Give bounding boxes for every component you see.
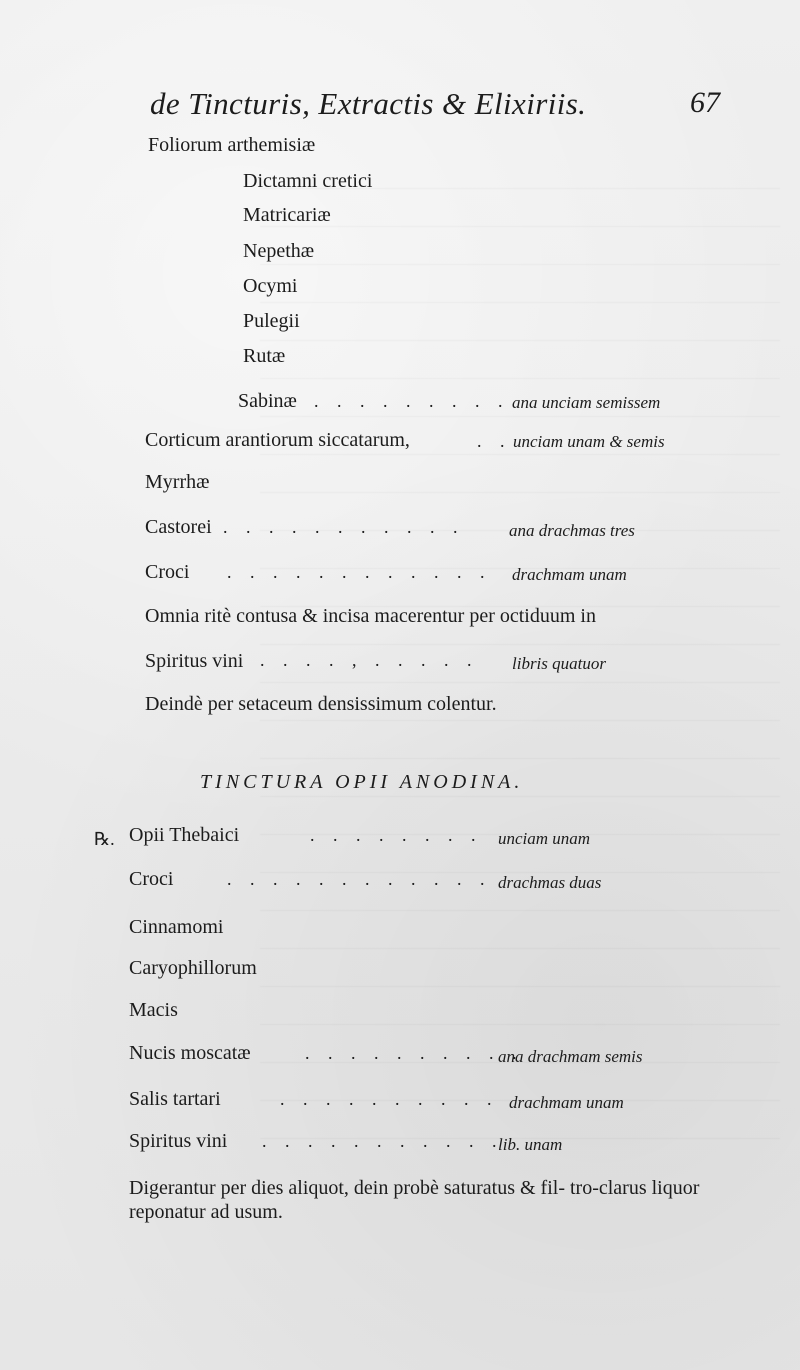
- ingredient-macis: Macis: [129, 999, 178, 1021]
- header-title: de Tincturis, Extractis & Elixiriis.: [150, 86, 587, 121]
- dosage-croci-opii: drachmas duas: [498, 873, 602, 892]
- ingredient-cinnamomi: Cinnamomi: [129, 916, 224, 938]
- leader-dots: . . . . . . . . . .: [305, 1043, 524, 1063]
- ingredient-foliorum: Foliorum arthemisiæ: [148, 134, 316, 156]
- dosage-castorei: ana drachmas tres: [509, 521, 635, 540]
- ingredient-spiritus-vini: Spiritus vini: [145, 650, 244, 672]
- running-header: [150, 86, 720, 128]
- leader-dots: . . . . . . . . . . . .: [227, 562, 492, 582]
- leader-dots: . . . . . . . . .: [314, 391, 510, 411]
- leader-dots: . . . . . . . .: [310, 825, 483, 845]
- leader-dots: . . . . . . . . . . . .: [227, 869, 492, 889]
- ingredient-spiritus-vini-opii: Spiritus vini: [129, 1130, 228, 1152]
- section-title-tinctura-opii: TINCTURA OPII ANODINA.: [200, 771, 524, 793]
- ingredient-ocymi: Ocymi: [243, 275, 298, 297]
- recipe-symbol: ℞.: [94, 829, 115, 849]
- leader-dots: . . . . . . . . . . .: [223, 517, 465, 537]
- ingredient-rutae: Rutæ: [243, 345, 286, 367]
- ingredient-opii: Opii Thebaici: [129, 824, 240, 846]
- ingredient-croci: Croci: [145, 561, 190, 583]
- ingredient-caryophillorum: Caryophillorum: [129, 957, 257, 979]
- dosage-salis-tartari: drachmam unam: [509, 1093, 624, 1112]
- dosage-spiritus-vini: libris quatuor: [512, 654, 606, 673]
- leader-dots: . . . . . . . . . .: [280, 1089, 499, 1109]
- dosage-croci: drachmam unam: [512, 565, 627, 584]
- ingredient-myrrhae: Myrrhæ: [145, 471, 210, 493]
- ingredient-pulegii: Pulegii: [243, 310, 300, 332]
- leader-dots: . . . . , . . . . .: [260, 650, 479, 670]
- ingredient-castorei: Castorei: [145, 516, 212, 538]
- page-number: 67: [690, 86, 720, 119]
- ingredient-croci-opii: Croci: [129, 868, 174, 890]
- dosage-nucis-moscatae: ana drachmam semis: [498, 1047, 643, 1066]
- ingredient-matricariae: Matricariæ: [243, 204, 331, 226]
- dosage-corticum: unciam unam & semis: [513, 432, 665, 451]
- dosage-spiritus-vini-opii: lib. unam: [498, 1135, 563, 1154]
- dosage-opii: unciam unam: [498, 829, 591, 848]
- ingredient-nucis-moscatae: Nucis moscatæ: [129, 1042, 251, 1064]
- ingredient-corticum: Corticum arantiorum siccatarum,: [145, 429, 410, 451]
- leader-dots: . . . . . . . . . . .: [262, 1131, 504, 1151]
- ingredient-dictamni: Dictamni cretici: [243, 170, 373, 192]
- leader-dots: . .: [477, 431, 512, 451]
- instruction-colentur: Deindè per setaceum densissimum colentur.: [145, 693, 497, 715]
- ingredient-salis-tartari: Salis tartari: [129, 1088, 221, 1110]
- instruction-macerentur: Omnia ritè contusa & incisa macerentur per octiduum in: [145, 605, 596, 627]
- ingredient-nepethae: Nepethæ: [243, 240, 315, 262]
- ingredient-sabinae: Sabinæ: [238, 390, 297, 412]
- dosage-sabinae: ana unciam semissem: [512, 393, 661, 412]
- closing-instruction: Digerantur per dies aliquot, dein probè saturatus & fil- tro-clarus liquor reponatur ad usum.: [129, 1177, 700, 1223]
